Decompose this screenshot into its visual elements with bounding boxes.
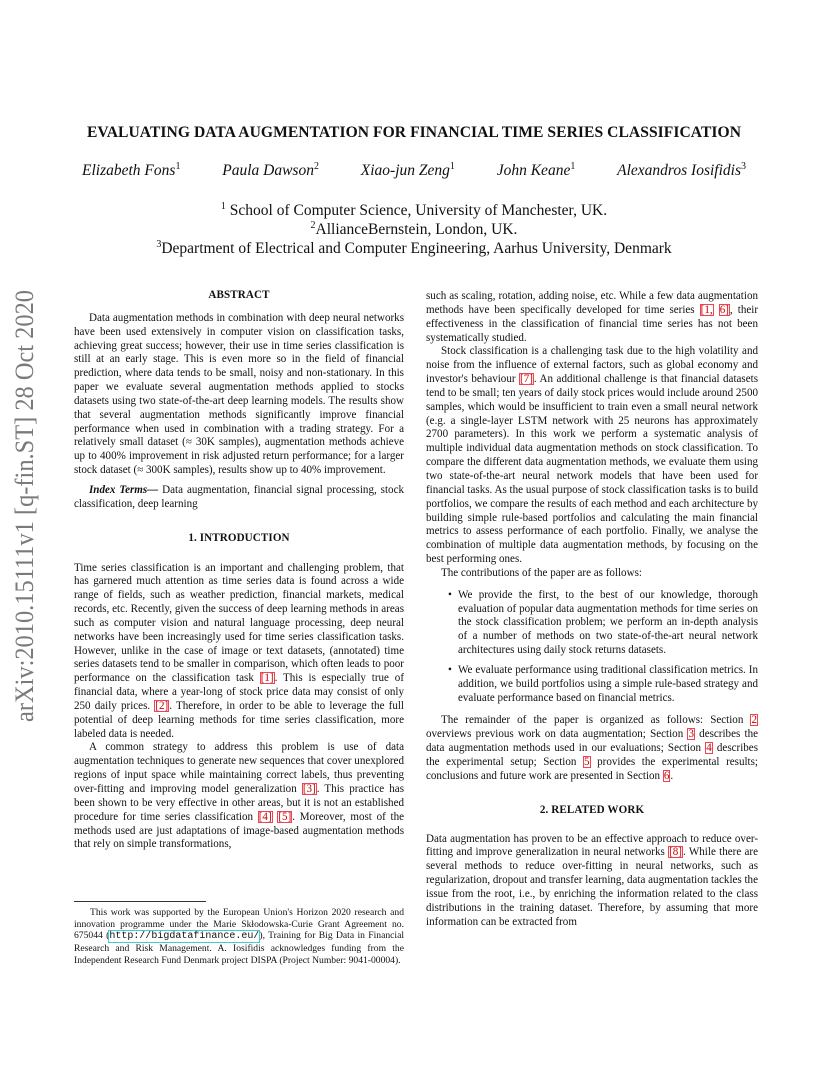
author: Paula Dawson$^2$ <box>222 161 319 180</box>
list-item: • We provide the first, to the best of our knowledge, thorough evaluation of popular data augmentation methods for time series on the stock classification problem; we perform an in-depth analysis of a number of methods on two state-of-the-art neural network architectures using daily stock returns datasets. <box>426 589 758 658</box>
introduction-heading: 1. INTRODUCTION <box>188 531 290 544</box>
body-paragraph: The remainder of the paper is organized as follows: Section 2 overviews previous work on data augmentation; Section 3 describes the data augmentation methods used in our evaluations; Section 4 describes the experimental setup; Section 5 provides the experimental results; conclusions and future work are presented in Section 6. <box>426 714 758 782</box>
citation-link[interactable]: [4] <box>258 810 272 823</box>
author: Alexandros Iosifidis$^3$ <box>617 161 746 180</box>
right-column <box>426 290 758 929</box>
section-link[interactable]: 2 <box>751 714 757 727</box>
author: Elizabeth Fons$^1$ <box>82 161 181 180</box>
citation-link[interactable]: [3] <box>302 783 316 795</box>
related-work-heading: 2. RELATED WORK <box>539 803 645 816</box>
list-item: • We evaluate performance using traditional classification metrics. In addition, we build portfolios using a simple rule-based strategy and evaluate performance based on financial metrics. <box>426 664 758 706</box>
footnote-rule <box>74 901 206 902</box>
section-link[interactable]: 4 <box>706 742 712 755</box>
citation-link[interactable]: [1, <box>700 303 713 316</box>
index-terms: Index Terms— Data augmentation, financial signal processing, stock classification, deep learning <box>74 483 404 510</box>
funding-url-link[interactable]: http://bigdatafinance.eu/ <box>109 931 260 943</box>
citation-link[interactable]: [8] <box>669 846 682 859</box>
citation-link[interactable]: [7] <box>520 373 533 386</box>
arxiv-watermark-text: arXiv:2010.15111v1 [q-fin.ST] 28 Oct 2020 <box>10 261 39 722</box>
citation-link[interactable]: [1] <box>260 672 274 685</box>
affiliation: $^1$ School of Computer Science, University of Manchester, UK. <box>220 201 608 220</box>
section-link[interactable]: 3 <box>688 728 694 741</box>
body-paragraph: The contributions of the paper are as follows: <box>441 566 642 579</box>
footnote: This work was supported by the European Union's Horizon 2020 research and innovation programme under the Marie Skłodowska-Curie Grant Agreement no. 675044 (http://bigdatafinance.eu/), Training for Big Data in Financial Research and Risk Management. A. Iosifidis acknowledges funding from the Independent Research Fund Denmark project DISPA (Project Number: 9041-00004). <box>74 907 405 966</box>
paper-title: EVALUATING DATA AUGMENTATION FOR FINANCIAL TIME SERIES CLASSIFICATION <box>86 124 742 141</box>
intro-paragraph: Time series classification is an important and challenging problem, that has garnered much attention as time series data is found across a wide range of fields, such as weather prediction, financial markets, medical records, etc. Recently, given the success of deep learning methods in areas such as computer vision and natural language processing, deep neural networks have been increasingly used for time series classification tasks. However, unlike in the case of image or text datasets, (annotated) time series datasets tend to be smaller in comparison, which often leads to poor performance on the classification task [1]. This is especially true of financial data, where a year-long of stock price data may consist of only 250 daily prices. [2]. Therefore, in order to be able to leverage the full potential of deep learning methods for time series classification, more labeled data is needed. <box>74 561 404 740</box>
arxiv-watermark-svg <box>2 0 44 1072</box>
author-list <box>60 161 768 183</box>
intro-paragraph: A common strategy to address this problem is use of data augmentation techniques to generate new sequences that cover unexplored regions of input space while maintaining correct labels, thus preventing over-fitting and improving model generalization [3]. This practice has been shown to be very effective in other areas, but it is not an established procedure for time series classification [4] [5]. Moreover, most of the methods used are just adaptations of image-based augmentation methods that rely on simple transformations, <box>74 741 404 851</box>
abstract-text: Data augmentation methods in combination with deep neural networks have been used extensively in computer vision on classification tasks, achieving great success; however, their use in time series classification is still at an early stage. This is even more so in the field of financial prediction, where data tends to be small, noisy and non-stationary. In this paper we evaluate several augmentation methods applied to stocks datasets using two state-of-the-art deep learning models. The results show that several augmentation methods significantly improve financial performance when used in combination with a trading strategy. For a relatively small dataset (≈ 30K samples), augmentation methods achieve up to 400% improvement in risk adjusted return performance; for a larger stock dataset (≈ 300K samples), results show up to 40% improvement. <box>74 311 404 477</box>
body-paragraph: Data augmentation has proven to be an effective approach to reduce over-fitting and improve generalization in neural networks [8]. While there are several methods to reduce over-fitting in neural networks, such as regularization, dropout and transfer learning, data augmentation tackles the issue from the root, i.e., by enriching the information related to the class distributions in the training dataset. Therefore, by assuming that more information can be extracted from <box>426 832 759 928</box>
body-paragraph: such as scaling, rotation, adding noise, etc. While a few data augmentation methods have been specifically developed for time series [1, 6], their effectiveness in the classification of financial time series has not been systematically studied. <box>426 290 758 344</box>
section-link[interactable]: 5 <box>584 756 590 768</box>
left-column <box>74 289 404 852</box>
body-paragraph: Stock classification is a challenging task due to the high volatility and noise from the influence of external factors, such as global economy and investor's behaviour [7]. An additional challenge is that financial datasets tend to be small; ten years of daily stock prices would include around 2500 samples, which would be insufficient to train even a small neural network (e.g. a single-layer LSTM network with 25 neurons has approximately 2700 parameters). In this work we perform a systematic analysis of multiple individual data augmentation methods on stock classification. To compare the different data augmentation methods, we evaluate them using two state-of-the-art neural network models that have been used for financial tasks. As the usual purpose of stock classification tasks is to build portfolios, we compare the results of each method and each architecture by building simple rule-based portfolios and calculating the main financial metrics to assess performance of each portfolio. Finally, we analyse the combination of multiple data augmentation methods, by focusing on the best performing ones. <box>426 345 759 566</box>
citation-link[interactable]: [5] <box>278 810 292 823</box>
author: John Keane$^1$ <box>496 161 576 180</box>
author: Xiao-jun Zeng$^1$ <box>360 161 455 180</box>
arxiv-watermark <box>2 0 42 1072</box>
affiliation: $^3$Department of Electrical and Computer Engineering, Aarhus University, Denmark <box>156 239 672 258</box>
citation-link[interactable]: [2] <box>155 699 169 712</box>
section-link[interactable]: 6 <box>663 769 670 782</box>
citation-link[interactable]: 6] <box>719 303 729 316</box>
contribution-list <box>426 589 758 706</box>
affiliation: $^2$AllianceBernstein, London, UK. <box>310 220 518 239</box>
abstract-heading: ABSTRACT <box>208 289 270 301</box>
